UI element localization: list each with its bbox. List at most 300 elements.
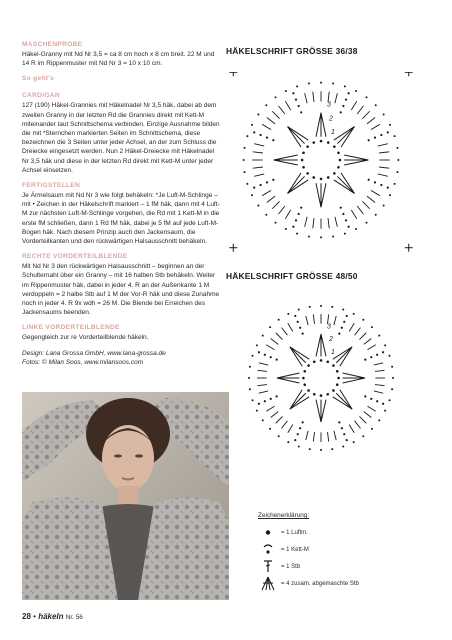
- chain-stitch-mark: [257, 204, 259, 206]
- double-crochet-mark: [279, 206, 285, 214]
- double-crochet-mark: [262, 190, 271, 195]
- chain-stitch-mark: [270, 398, 272, 400]
- chain-stitch-mark: [388, 399, 390, 401]
- chain-stitch-mark: [307, 389, 310, 392]
- instructions-column: [22, 40, 222, 367]
- section-fertigstellen: [22, 181, 222, 246]
- chain-stitch-mark: [302, 151, 305, 154]
- chain-stitch-mark: [251, 124, 253, 126]
- section-maschenprobe: [22, 40, 222, 68]
- chain-stitch-mark: [397, 159, 399, 161]
- chain-stitch-mark: [244, 171, 246, 173]
- double-crochet-mark: [357, 106, 363, 114]
- double-crochet-mark: [359, 333, 366, 340]
- double-crochet-mark: [378, 144, 388, 146]
- chain-stitch-mark: [275, 222, 277, 224]
- double-crochet-mark: [313, 92, 314, 102]
- chain-stitch-mark: [391, 366, 393, 368]
- chain-stitch-mark: [337, 151, 340, 154]
- double-crochet-mark: [367, 118, 375, 124]
- chain-stitch-mark: [262, 419, 264, 421]
- chain-stitch-mark: [389, 124, 391, 126]
- double-crochet-mark: [359, 416, 366, 423]
- issue-number: Nr. 56: [65, 614, 83, 621]
- chain-stitch-mark: [253, 187, 255, 189]
- chain-stitch-mark: [333, 145, 336, 148]
- chain-stitch-mark: [312, 176, 315, 179]
- double-crochet-mark: [285, 101, 290, 110]
- chain-stitch-mark: [384, 410, 386, 412]
- chain-stitch-mark: [256, 410, 258, 412]
- chain-stitch-mark: [296, 85, 298, 87]
- design-credit: Design: Lana Grossa GmbH, www.lana-grossa.de: [22, 349, 166, 357]
- chain-stitch-mark: [365, 96, 367, 98]
- chain-stitch-mark: [364, 395, 366, 397]
- chain-stitch-mark: [249, 388, 251, 390]
- legend-label: = 1 Kett-M: [281, 546, 309, 553]
- chain-stitch-mark: [343, 433, 345, 435]
- double-crochet-mark: [355, 328, 361, 336]
- cluster-stitch-mark: [290, 393, 306, 409]
- double-crochet-mark: [379, 167, 389, 168]
- chain-stitch-mark: [285, 90, 287, 92]
- double-crochet-mark: [328, 432, 329, 442]
- chain-stitch-mark: [297, 321, 299, 323]
- double-crochet-mark: [351, 210, 356, 219]
- chain-stitch-mark: [337, 377, 340, 380]
- double-crochet-mark: [313, 432, 314, 442]
- double-crochet-mark: [276, 416, 283, 423]
- double-crochet-mark: [259, 363, 268, 365]
- double-crochet-mark: [364, 338, 372, 344]
- double-crochet-mark: [271, 412, 279, 418]
- chain-stitch-mark: [252, 355, 254, 357]
- chain-stitch-mark: [387, 187, 389, 189]
- double-crochet-mark: [334, 316, 336, 325]
- chain-stitch-mark: [382, 403, 384, 405]
- chain-stitch-mark: [365, 222, 367, 224]
- chain-stitch-mark: [313, 393, 316, 396]
- double-crochet-mark: [288, 425, 293, 433]
- section-so-gehts: [22, 74, 222, 83]
- chain-stitch-mark: [388, 355, 390, 357]
- double-crochet-mark: [313, 218, 314, 228]
- chain-stitch-mark: [331, 306, 333, 308]
- legend-item-cluster: [258, 575, 418, 592]
- chain-stitch-mark: [375, 104, 377, 106]
- chain-stitch-mark: [303, 370, 306, 373]
- legend-label: = 4 zusam. abgemaschte Stb: [281, 580, 359, 587]
- chain-stitch-mark: [257, 114, 259, 116]
- double-crochet-mark: [328, 92, 329, 102]
- chain-stitch-mark: [339, 159, 342, 162]
- chain-stitch-mark: [320, 140, 323, 143]
- chain-stitch-mark: [299, 327, 301, 329]
- legend-item-chain: [258, 524, 418, 541]
- double-crochet-mark: [271, 338, 279, 344]
- double-crochet-mark: [374, 363, 383, 365]
- chain-stitch-mark: [244, 147, 246, 149]
- chain-stitch-mark: [265, 104, 267, 106]
- chain-stitch-mark: [266, 137, 268, 139]
- chain-stitch-mark: [309, 448, 311, 450]
- chain-stitch-mark: [370, 356, 372, 358]
- double-crochet-mark: [367, 196, 375, 202]
- slip-stitch-icon: [258, 542, 278, 557]
- chain-stitch-mark: [262, 335, 264, 337]
- double-crochet-mark: [272, 201, 279, 208]
- round-number-label: 2: [329, 115, 333, 123]
- chain-stitch-mark: [370, 398, 372, 400]
- section-heading: CARDIGAN: [22, 92, 60, 100]
- chain-stitch-mark: [394, 135, 396, 137]
- double-crochet-mark: [306, 431, 308, 440]
- chain-stitch-mark: [306, 172, 309, 175]
- chain-stitch-mark: [387, 131, 389, 133]
- chain-stitch-mark: [303, 383, 306, 386]
- legend-heading: Zeichenerklärung:: [258, 512, 310, 519]
- chain-stitch-mark: [260, 134, 262, 136]
- chain-stitch-mark: [308, 235, 310, 237]
- chain-stitch-mark: [396, 171, 398, 173]
- double-crochet-mark: [253, 152, 263, 153]
- double-crochet-mark: [335, 93, 337, 103]
- chain-stitch-mark: [296, 233, 298, 235]
- chain-stitch-mark: [338, 421, 340, 423]
- legend-label: = 1 Luftm.: [281, 529, 308, 536]
- chain-stitch-mark: [253, 131, 255, 133]
- double-crochet-mark: [378, 174, 388, 176]
- chain-stitch-mark: [248, 377, 250, 379]
- double-crochet-mark: [288, 323, 293, 331]
- section-text: Je Ärmelsaum mit Nd Nr 3 wie folgt behäkeln: *Je Luft-M-Schlinge – mit • Zeichen in der Häkelschrift markiert – 1 fM häk, dann mit 4 Luft-M zur nächsten Luft-M-Schlinge vorgehen, die Rd mit 1 Kett-M in die erste fM schließen, dann 1 Rd fM häk, dabei je 5 fM auf jede Luft-M-Bogen häk. Nach diesem Prinzip auch den Jackensaum, die Vorderteilkanten und den rückwärtigen Halsausschnitt behäkeln.: [22, 192, 220, 246]
- chain-stitch-mark: [272, 139, 274, 141]
- chain-stitch-mark: [344, 85, 346, 87]
- chain-stitch-mark: [287, 313, 289, 315]
- double-crochet-mark: [279, 106, 285, 114]
- cluster-stitch-mark: [336, 393, 352, 409]
- chain-stitch-mark: [308, 83, 310, 85]
- double-crochet-mark: [362, 201, 369, 208]
- chain-stitch-mark: [338, 333, 340, 335]
- chain-stitch-mark: [258, 403, 260, 405]
- chain-stitch-mark: [326, 360, 329, 363]
- chain-stitch-mark: [251, 194, 253, 196]
- double-crochet-mark: [266, 345, 274, 350]
- chain-stitch-mark: [294, 315, 296, 317]
- legend-item-double-crochet: [258, 558, 418, 575]
- section-rechte-vorderteilblende: [22, 252, 222, 317]
- section-heading: FERTIGSTELLEN: [22, 182, 81, 190]
- chain-stitch-mark: [301, 159, 304, 162]
- chain-stitch-mark: [269, 428, 271, 430]
- double-crochet-mark: [335, 217, 337, 227]
- chain-stitch-mark: [243, 159, 245, 161]
- chain-stitch-mark: [332, 83, 334, 85]
- chain-stitch-mark: [342, 213, 344, 215]
- chain-stitch-mark: [300, 207, 302, 209]
- section-cardigan: [22, 91, 222, 175]
- cluster-stitch-mark: [290, 347, 306, 363]
- round-number-label: 1: [331, 129, 335, 137]
- double-crochet-mark: [257, 385, 267, 386]
- chain-stitch-mark: [299, 427, 301, 429]
- double-crochet-mark: [305, 217, 307, 227]
- chain-stitch-mark: [312, 141, 315, 144]
- double-crochet-mark: [257, 370, 267, 371]
- chain-stitch-mark: [320, 449, 322, 451]
- double-crochet-mark: [281, 328, 287, 336]
- section-heading: LINKE VORDERTEILBLENDE: [22, 324, 120, 332]
- chain-stitch-mark: [272, 179, 274, 181]
- chain-stitch-mark: [265, 214, 267, 216]
- chain-stitch-mark: [275, 96, 277, 98]
- double-crochet-mark: [362, 111, 369, 118]
- cluster-stitch-mark: [288, 176, 305, 193]
- chain-stitch-mark: [320, 305, 322, 307]
- chain-stitch-mark: [341, 427, 343, 429]
- chain-stitch-mark: [374, 181, 376, 183]
- chain-stitch-mark: [309, 306, 311, 308]
- double-crochet-mark: [364, 412, 372, 418]
- double-crochet-mark: [328, 218, 329, 228]
- double-crochet-mark: [272, 111, 279, 118]
- page-number: 28: [22, 612, 31, 621]
- double-crochet-mark: [305, 93, 307, 103]
- chain-stitch-mark: [306, 145, 309, 148]
- double-crochet-mark: [259, 391, 268, 393]
- chain-stitch-mark: [345, 99, 347, 101]
- chain-stitch-mark: [342, 105, 344, 107]
- double-crochet-mark: [276, 333, 283, 340]
- double-crochet-mark: [351, 101, 356, 110]
- section-text: 127 (190) Häkel-Grannies mit Häkelnadel Nr 3,5 häk, dabei ab dem zweiten Granny in der letzten Rd die Grannies direkt mit Kett-M miteinander laut Schnittschema verbinden. Einzige Ausnahme bilden die mit *Sternchen markierten Seiten im Schnittschema, diese bezeichnen die 3 Seiten unter jeder Achsel, an der zum Schluss die Dreiecke eingesetzt werden. Nun 2 Häkel-Dreiecke mit Häkelnadel Nr 3,5 häk und diese in der letzten Rd direkt mit Kett-M unter jeder Achsel einsetzen.: [22, 102, 220, 174]
- double-crochet-mark: [253, 167, 263, 168]
- chain-stitch-mark: [336, 370, 339, 373]
- round-number-label: 1: [331, 349, 335, 356]
- chain-stitch-mark: [382, 351, 384, 353]
- model-photo-illustration: [22, 392, 229, 600]
- section-heading: MASCHENPROBE: [22, 41, 83, 48]
- chain-stitch-mark: [342, 445, 344, 447]
- chain-stitch-mark: [292, 92, 294, 94]
- legend-label: = 1 Stb: [281, 563, 301, 570]
- double-crochet-mark: [262, 124, 271, 129]
- chain-stitch-mark: [371, 428, 373, 430]
- chain-stitch-mark: [371, 326, 373, 328]
- chain-stitch-mark: [343, 321, 345, 323]
- chain-stitch-mark: [344, 233, 346, 235]
- section-text: Häkel-Granny mit Nd Nr 3,5 = ca 8 cm hoch x 8 cm breit. 22 M und 14 R im Rippenmuster mit Nd Nr 3 = 10 x 10 cm.: [22, 51, 215, 68]
- chain-stitch-mark: [258, 351, 260, 353]
- double-crochet-mark: [371, 190, 380, 195]
- double-crochet-mark: [371, 124, 380, 129]
- chain-stitch-mark: [340, 111, 342, 113]
- double-crochet-mark: [357, 206, 363, 214]
- chain-stitch-mark: [302, 421, 304, 423]
- chain-stitch-mark: [327, 141, 330, 144]
- chain-stitch-mark: [264, 400, 266, 402]
- chain-stitch-mark: [320, 82, 322, 84]
- chain-stitch-mark: [348, 226, 350, 228]
- section-linke-vorderteilblende: [22, 323, 222, 342]
- chain-stitch-mark: [383, 204, 385, 206]
- double-crochet-mark: [375, 370, 385, 371]
- chain-stitch-mark: [300, 111, 302, 113]
- chain-stitch-mark: [332, 389, 335, 392]
- double-crochet-mark: [313, 314, 314, 324]
- chain-stitch-mark: [302, 377, 305, 380]
- chain-stitch-mark: [266, 181, 268, 183]
- chain-stitch-mark: [320, 236, 322, 238]
- cluster-stitch-mark: [288, 127, 305, 144]
- chain-stitch-mark: [336, 383, 339, 386]
- chain-stitch-mark: [298, 213, 300, 215]
- double-crochet-icon: [258, 559, 278, 574]
- chain-stitch-mark: [246, 135, 248, 137]
- chain-stitch-mark: [346, 439, 348, 441]
- chain-stitch-mark: [341, 327, 343, 329]
- chain-stitch-mark: [295, 219, 297, 221]
- chain-stitch-mark: [355, 90, 357, 92]
- chain-stitch-mark: [298, 105, 300, 107]
- chain-stitch-mark: [333, 172, 336, 175]
- chain-stitch-mark: [345, 219, 347, 221]
- chart-title-size-36-38: HÄKELSCHRIFT GRÖSSE 36/38: [226, 46, 358, 56]
- double-crochet-mark: [254, 144, 264, 146]
- chain-stitch-mark: [353, 313, 355, 315]
- chain-stitch-mark: [378, 335, 380, 337]
- double-crochet-mark: [349, 323, 354, 331]
- chain-stitch-mark: [346, 315, 348, 317]
- chain-stitch-mark: [320, 394, 323, 397]
- cluster-stitch-mark: [336, 347, 352, 363]
- double-crochet-mark: [349, 425, 354, 433]
- chain-stitch-mark: [364, 359, 366, 361]
- chain-stitch-mark: [269, 326, 271, 328]
- chain-stitch-mark: [249, 366, 251, 368]
- chain-stitch-mark: [396, 147, 398, 149]
- round-number-label: 2: [329, 336, 333, 344]
- chain-stitch-mark: [256, 344, 258, 346]
- chain-stitch-mark: [340, 207, 342, 209]
- chain-stitch-mark: [368, 179, 370, 181]
- chain-stitch-mark: [298, 309, 300, 311]
- chain-stitch-mark: [326, 393, 329, 396]
- section-heading: So geht's: [22, 75, 55, 83]
- legend-item-slip: [258, 541, 418, 558]
- chain-stitch-mark: [380, 134, 382, 136]
- double-crochet-mark: [355, 421, 361, 429]
- double-crochet-mark: [375, 385, 385, 386]
- crochet-chart-48-50: [226, 293, 426, 473]
- chain-stitch-mark: [348, 92, 350, 94]
- chain-stitch-mark: [392, 377, 394, 379]
- magazine-brand: häkeln: [38, 612, 64, 621]
- cluster-stitch-mark: [337, 127, 354, 144]
- chain-stitch-mark: [260, 184, 262, 186]
- chain-stitch-mark: [285, 228, 287, 230]
- double-crochet-mark: [368, 406, 376, 411]
- chain-stitch-mark: [276, 395, 278, 397]
- double-crochet-mark: [267, 196, 275, 202]
- chain-stitch-mark: [332, 364, 335, 367]
- chain-stitch-mark: [362, 435, 364, 437]
- chain-stitch-mark: [313, 360, 316, 363]
- chain-stitch-mark: [295, 99, 297, 101]
- crochet-chart-36-38: [226, 72, 426, 252]
- section-text: Mit Nd Nr 3 den rückwärtigen Halsausschnitt – beginnen an der Schulternaht über ein Granny – mit 16 halben Stb behäkeln. Weiter im Rippenmuster häk, dabei in jeder 4. R an der Außenkante 1 M verdoppeln = 2 halbe Stb auf 1 M der Vor-R häk und diese Zunahme noch in jeder 4. R 9x wdh = 26 M. Die Blende bei Erreichen des Jackensaums beenden.: [22, 263, 220, 317]
- chain-stitch-mark: [252, 399, 254, 401]
- chain-stitch-mark: [383, 114, 385, 116]
- chain-stitch-mark: [278, 435, 280, 437]
- chain-stitch-mark: [287, 441, 289, 443]
- chart-title-size-48-50: HÄKELSCHRIFT GRÖSSE 48/50: [226, 271, 358, 281]
- section-text: Gegengleich zur re Vorderteilblende häkeln.: [22, 334, 149, 342]
- chain-stitch-mark: [331, 448, 333, 450]
- chain-stitch-mark: [337, 166, 340, 169]
- double-crochet-mark: [254, 174, 264, 176]
- double-crochet-mark: [306, 316, 308, 325]
- stitch-legend: [258, 512, 418, 592]
- chain-stitch-mark: [353, 441, 355, 443]
- page-footer: [22, 612, 83, 621]
- chain-stitch-mark: [297, 433, 299, 435]
- double-crochet-mark: [281, 421, 287, 429]
- chain-stitch-mark: [298, 445, 300, 447]
- double-crochet-mark: [374, 391, 383, 393]
- chain-stitch-mark: [342, 309, 344, 311]
- chain-stitch-mark: [389, 194, 391, 196]
- chain-stitch-icon: [258, 525, 278, 540]
- chain-stitch-mark: [376, 400, 378, 402]
- chain-stitch-mark: [375, 214, 377, 216]
- chain-stitch-mark: [278, 319, 280, 321]
- round-number-label: 3: [327, 323, 331, 331]
- cluster-stitch-icon: [258, 576, 278, 591]
- chain-stitch-mark: [320, 178, 323, 181]
- chain-stitch-mark: [394, 183, 396, 185]
- footer-bullet: •: [33, 612, 36, 621]
- double-crochet-mark: [267, 118, 275, 124]
- chain-stitch-mark: [355, 228, 357, 230]
- double-crochet-mark: [368, 345, 376, 350]
- double-crochet-mark: [334, 431, 336, 440]
- chain-stitch-mark: [320, 359, 323, 362]
- double-crochet-mark: [285, 210, 290, 219]
- chain-stitch-mark: [270, 356, 272, 358]
- chain-stitch-mark: [378, 419, 380, 421]
- chain-stitch-mark: [276, 359, 278, 361]
- double-crochet-mark: [379, 152, 389, 153]
- chain-stitch-mark: [380, 184, 382, 186]
- round-number-label: 3: [327, 101, 331, 109]
- chain-stitch-mark: [391, 388, 393, 390]
- double-crochet-mark: [266, 406, 274, 411]
- chain-stitch-mark: [374, 137, 376, 139]
- chain-stitch-mark: [294, 439, 296, 441]
- chain-stitch-mark: [302, 333, 304, 335]
- chain-stitch-mark: [384, 344, 386, 346]
- cluster-stitch-mark: [337, 176, 354, 193]
- chain-stitch-mark: [368, 139, 370, 141]
- chain-stitch-mark: [292, 226, 294, 228]
- chain-stitch-mark: [302, 166, 305, 169]
- model-photo: [22, 392, 229, 600]
- photo-credit: Fotos: © Milan Soos, www.milansoos.com: [22, 358, 144, 366]
- chain-stitch-mark: [246, 183, 248, 185]
- chain-stitch-mark: [264, 354, 266, 356]
